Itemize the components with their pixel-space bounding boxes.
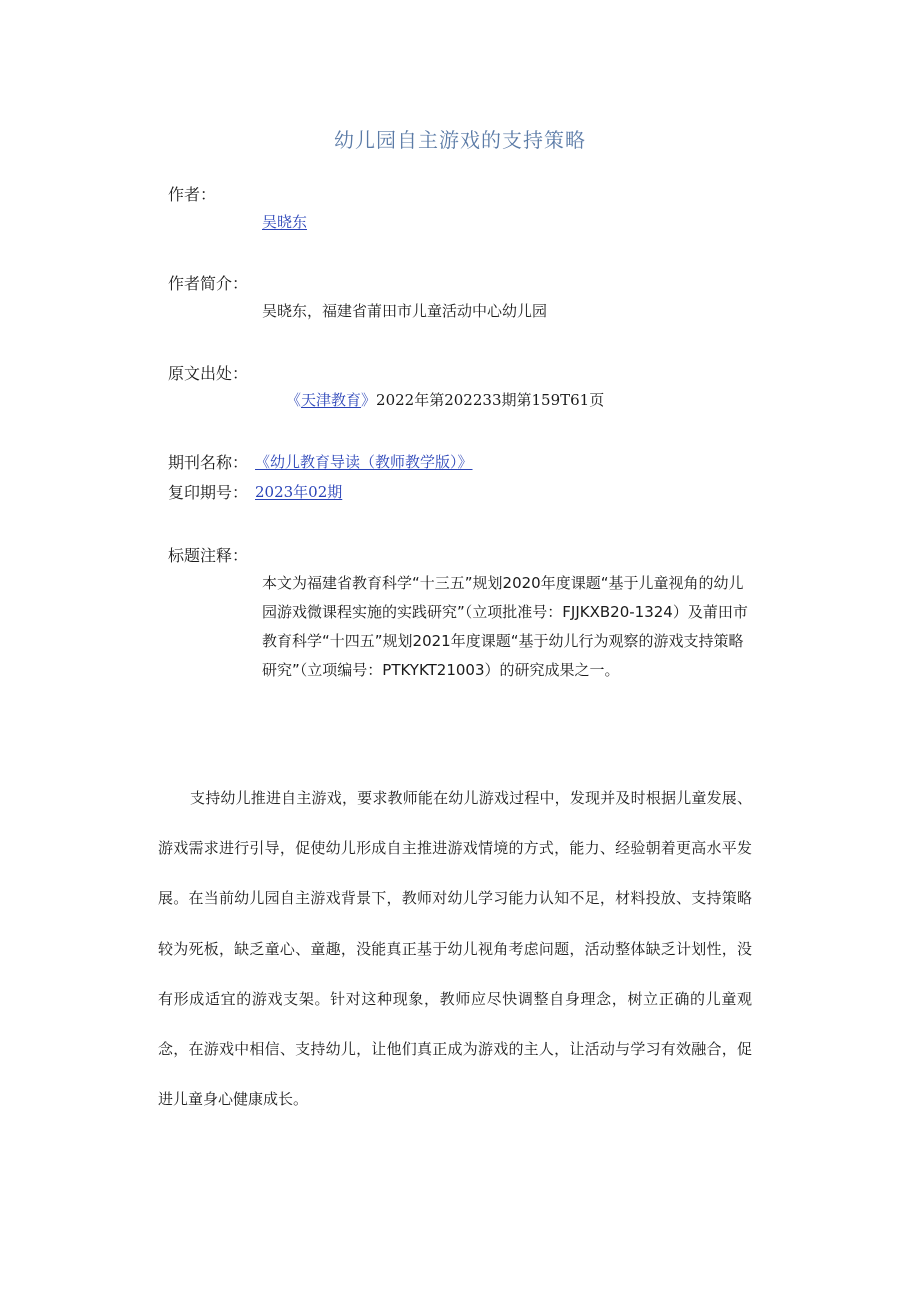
article-title: 幼儿园自主游戏的支持策略 [334,128,586,152]
title-note-text: 本文为福建省教育科学“十三五”规划2020年度课题“基于儿童视角的幼儿园游戏微课程实施的实践研究”（立项批准号：FJJKXB20-1324）及莆田市教育科学“十四五”规划2021年度课题“基于幼儿行为观察的游戏支持策略研究”（立项编号：PTKYKT21003）的研究成果之一。 [262,574,748,679]
source-label: 原文出处： [168,364,249,383]
reprint-label: 复印期号： [168,483,249,502]
author-label: 作者： [168,185,217,204]
journal-label: 期刊名称： [168,453,249,472]
bio-text: 吴晓东，福建省莆田市儿童活动中心幼儿园 [262,302,548,320]
bio-label: 作者简介： [168,274,249,293]
note-label: 标题注释： [168,546,249,565]
source-line [286,389,604,410]
source-journal-link[interactable]: 天津教育 [301,391,362,409]
author-name-link[interactable]: 吴晓东 [262,213,308,231]
reprint-issue-link[interactable]: 2023年02期 [255,483,343,501]
journal-name-link[interactable]: 《幼儿教育导读（教师教学版）》 [255,453,473,471]
source-close-bracket: 》 [361,391,377,409]
source-detail: 2022年第202233期第159T61页 [376,391,605,409]
source-open-bracket: 《 [286,391,302,409]
body-paragraph: 支持幼儿推进自主游戏，要求教师能在幼儿游戏过程中，发现并及时根据儿童发展、游戏需求进行引导，促使幼儿形成自主推进游戏情境的方式，能力、经验朝着更高水平发展。在当前幼儿园自主游戏背景下，教师对幼儿学习能力认知不足，材料投放、支持策略较为死板，缺乏童心、童趣，没能真正基于幼儿视角考虑问题，活动整体缺乏计划性，没有形成适宜的游戏支架。针对这种现象，教师应尽快调整自身理念，树立正确的儿童观念，在游戏中相信、支持幼儿，让他们真正成为游戏的主人，让活动与学习有效融合，促进儿童身心健康成长。 [158,789,752,1109]
